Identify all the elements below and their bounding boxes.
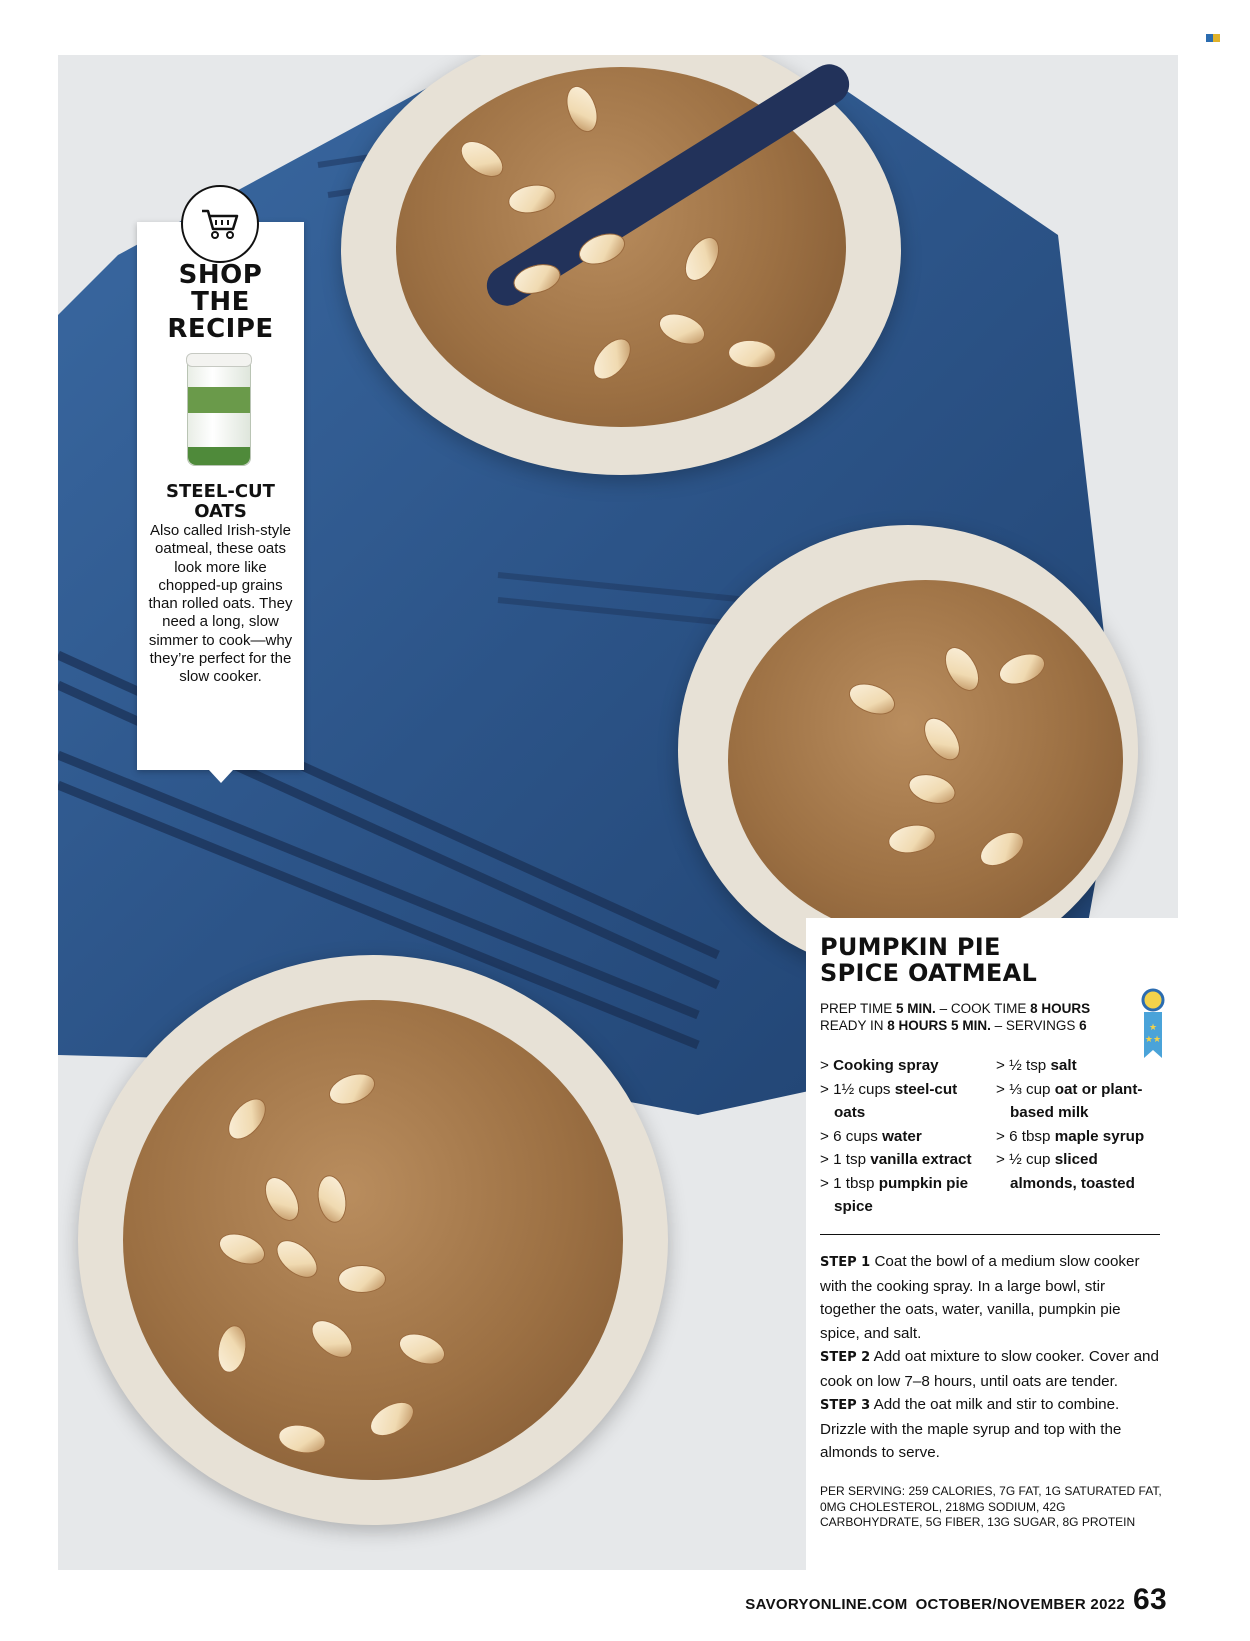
ingredient-line: spice [834, 1198, 873, 1215]
ingredient-line: > Cooking spray [820, 1057, 939, 1074]
recipe-panel [806, 918, 1178, 1570]
shop-the-recipe-card [137, 222, 304, 770]
step: STEP 3 Add the oat milk and stir to combine. Drizzle with the maple syrup and top with the almonds to serve. [820, 1396, 1122, 1461]
svg-text:★★: ★★ [1144, 1034, 1162, 1044]
ingredient-line: based milk [1010, 1104, 1089, 1121]
cook-time-label: – COOK TIME [939, 1001, 1027, 1016]
page-footer [745, 1583, 1167, 1617]
ready-in-label: READY IN [820, 1018, 884, 1033]
ingredient-line: > 6 tbsp maple syrup [996, 1127, 1145, 1145]
ingredient-line: > ⅓ cup oat or plant- [996, 1080, 1143, 1098]
shopping-cart-icon[interactable] [181, 185, 259, 263]
recipe-title [820, 934, 1090, 986]
corner-mark-icon [1206, 34, 1220, 42]
ingredients-right [996, 1054, 1144, 1195]
recipe-steps [820, 1250, 1160, 1465]
product-description: Also called Irish-style oatmeal, these oats look more like chopped-up grains than rolled oats. They need a long, slow simmer to cook—why they’re perfect for the slow cooker. [148, 522, 293, 686]
ready-in-value: 8 HOURS 5 MIN. [887, 1018, 991, 1033]
ingredient-line: oats [834, 1104, 866, 1121]
ingredients-left [820, 1054, 972, 1219]
prep-time-label: PREP TIME [820, 1001, 893, 1016]
shop-title [137, 262, 304, 343]
ingredient-line: > 1 tsp vanilla extract [820, 1151, 972, 1168]
ingredient-line: > 6 cups water [820, 1127, 922, 1145]
servings-label: – SERVINGS [994, 1018, 1076, 1033]
shop-title-line: THE [191, 287, 250, 317]
product-image[interactable] [187, 356, 251, 466]
cook-time-value: 8 HOURS [1030, 1001, 1091, 1016]
step: STEP 2 Add oat mixture to slow cooker. Cover and cook on low 7–8 hours, until oats are tender. [820, 1348, 1159, 1390]
issue-date: OCTOBER/NOVEMBER 2022 [915, 1596, 1126, 1613]
svg-text:★: ★ [1148, 1022, 1158, 1032]
nutrition-info: PER SERVING: 259 CALORIES, 7G FAT, 1G SATURATED FAT, 0MG CHOLESTEROL, 218MG SODIUM, 42G CARBOHYDRATE, 5G FIBER, 13G SUGAR, 8G PROTEIN [820, 1484, 1162, 1529]
servings-value: 6 [1079, 1018, 1087, 1033]
bottom-oatmeal-bowl [78, 955, 668, 1525]
award-ribbon-icon [1141, 988, 1165, 1060]
page-number: 63 [1133, 1583, 1167, 1616]
right-oatmeal-bowl [678, 525, 1138, 975]
recipe-title-line: SPICE OATMEAL [820, 959, 1038, 987]
ingredient-line: > ½ tsp salt [996, 1057, 1077, 1074]
divider [820, 1234, 1160, 1235]
recipe-times [820, 1000, 1090, 1034]
ingredient-line: > 1 tbsp pumpkin pie [820, 1174, 969, 1192]
recipe-title-line: PUMPKIN PIE [820, 933, 1001, 961]
ingredient-line: > 1½ cups steel-cut [820, 1080, 958, 1098]
shop-title-line: RECIPE [167, 314, 274, 344]
step: STEP 1 Coat the bowl of a medium slow cooker with the cooking spray. In a large bowl, stir together the oats, water, vanilla, pumpkin pie spice, and salt. [820, 1253, 1140, 1342]
ingredient-line: > ½ cup sliced [996, 1151, 1098, 1168]
prep-time-value: 5 MIN. [896, 1001, 936, 1016]
shop-title-line: SHOP [178, 260, 263, 290]
product-name: STEEL-CUT OATS [166, 481, 275, 522]
site-url[interactable]: SAVORYONLINE.COM [745, 1596, 908, 1613]
ingredient-line: almonds, toasted [1010, 1174, 1135, 1192]
